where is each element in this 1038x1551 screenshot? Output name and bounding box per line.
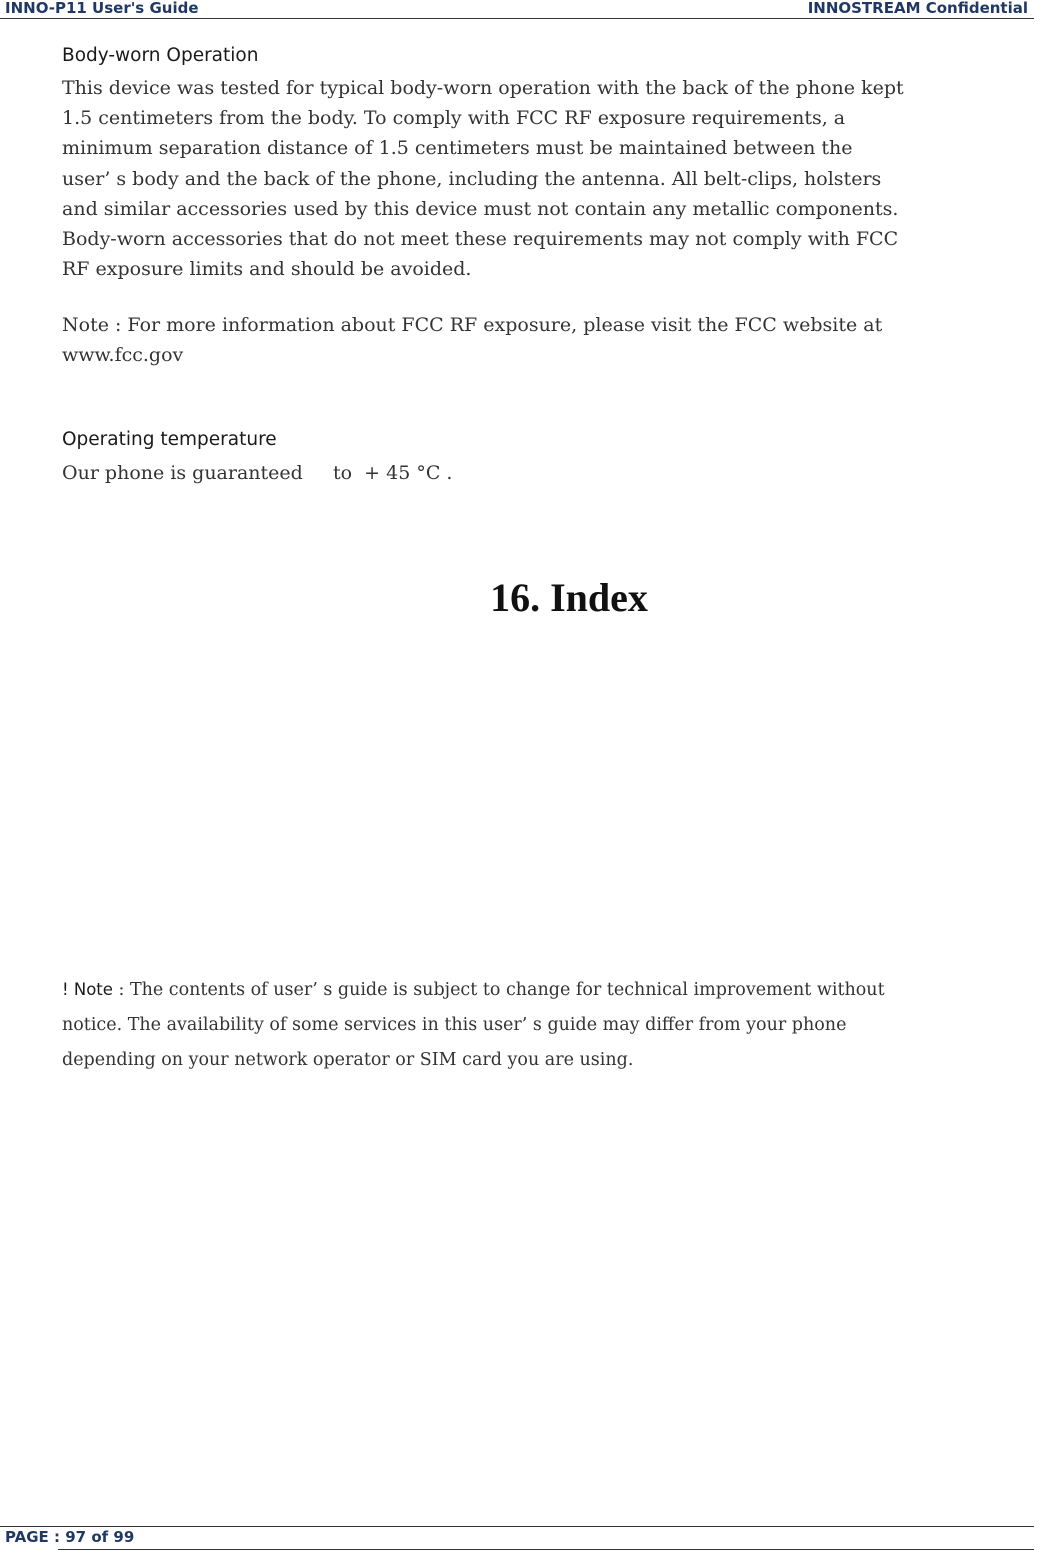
operating-temperature-heading: Operating temperature [62, 429, 277, 450]
note-line: Note : For more information about FCC RF exposure, please visit the FCC website at [62, 314, 883, 336]
notice-line: : The contents of user’ s guide is subject to change for technical improvement without [112, 980, 885, 1000]
body-worn-heading: Body-worn Operation [62, 45, 259, 66]
notice-line: notice. The availability of some services in this user’ s guide may differ from your phone [62, 1015, 847, 1035]
paragraph-line: and similar accessories used by this device must not contain any metallic components. [62, 197, 899, 220]
page-footer [0, 1526, 1034, 1550]
chapter-title: 16. Index [490, 575, 648, 620]
body-worn-paragraph [62, 73, 1037, 284]
paragraph-line: This device was tested for typical body-worn operation with the back of the phone kept [62, 77, 904, 99]
paragraph-line: Body-worn accessories that do not meet these requirements may not comply with FCC [62, 228, 899, 251]
note-line: www.fcc.gov [62, 344, 184, 367]
footer-divider [58, 1549, 1034, 1550]
paragraph-line: minimum separation distance of 1.5 centimeters must be maintained between the [62, 137, 853, 160]
confidentiality-label: INNOSTREAM Confidential [807, 0, 1028, 17]
paragraph-line: 1.5 centimeters from the body. To comply with FCC RF exposure requirements, a [62, 107, 846, 130]
fcc-note-paragraph [62, 310, 1037, 370]
paragraph-line: RF exposure limits and should be avoided. [62, 258, 472, 281]
notice-line: depending on your network operator or SIM card you are using. [62, 1050, 634, 1070]
temperature-line: Our phone is guaranteed to + 45 °C . [62, 462, 453, 484]
page-number: PAGE : 97 of 99 [5, 1528, 135, 1546]
page-header [0, 0, 1034, 19]
notice-paragraph [62, 972, 1022, 1078]
operating-temperature-text [62, 458, 1037, 488]
note-mark: ! Note [62, 980, 113, 999]
document-title: INNO-P11 User's Guide [5, 0, 199, 17]
paragraph-line: user’ s body and the back of the phone, including the antenna. All belt-clips, holsters [62, 167, 882, 190]
